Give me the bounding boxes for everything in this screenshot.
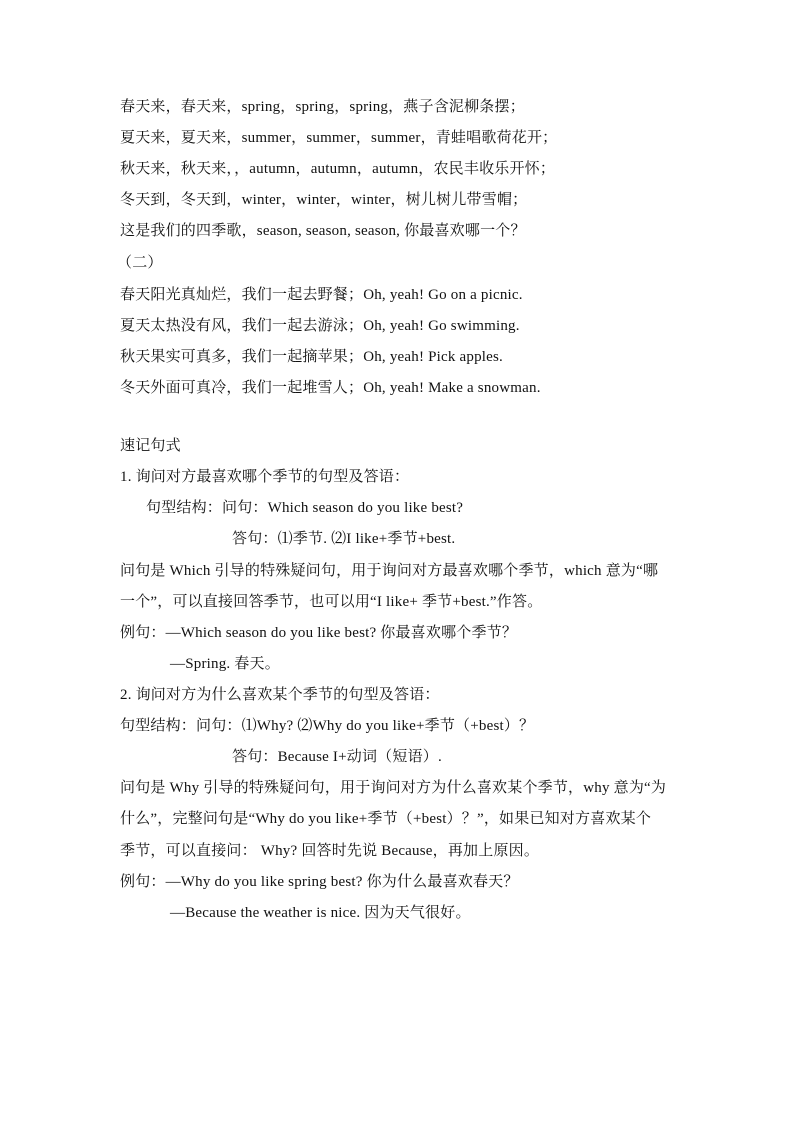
song2-line-summer: 夏天太热没有风，我们一起去游泳；Oh, yeah! Go swimming. [120, 318, 520, 334]
item2-example-answer: —Because the weather is nice. 因为天气很好。 [170, 905, 471, 921]
song-line-seasons: 这是我们的四季歌，season, season, season, 你最喜欢哪一个？ [120, 223, 526, 239]
song-line-autumn: 秋天来，秋天来，，autumn，autumn，autumn，农民丰收乐开怀； [120, 161, 556, 177]
item1-example-answer: —Spring. 春天。 [170, 656, 280, 672]
item2-structure: 句型结构：问句：⑴Why? ⑵Why do you like+季节（+best）？ [120, 718, 535, 734]
item1-example-question: 例句：—Which season do you like best? 你最喜欢哪个季节？ [120, 625, 518, 641]
song2-line-autumn: 秋天果实可真多，我们一起摘苹果；Oh, yeah! Pick apples. [120, 349, 503, 365]
song-line-summer: 夏天来，夏天来，summer，summer，summer，青蛙唱歌荷花开； [120, 130, 558, 146]
item2-example-question: 例句：—Why do you like spring best? 你为什么最喜欢春天？ [120, 874, 519, 890]
item1-answer: 答句：⑴季节. ⑵I like+季节+best. [232, 531, 456, 547]
item2-answer: 答句：Because I+动词（短语）. [232, 749, 442, 765]
item1-explain-line1: 问句是 Which 引导的特殊疑问句，用于询问对方最喜欢哪个季节，which 意为“哪 [120, 563, 659, 579]
song-part2-label: （二） [117, 255, 163, 271]
item1-title: 1. 询问对方最喜欢哪个季节的句型及答语： [120, 469, 410, 485]
song-line-spring: 春天来，春天来，spring，spring，spring，燕子含泥柳条摆； [120, 99, 525, 115]
item2-explain-line1: 问句是 Why 引导的特殊疑问句，用于询问对方为什么喜欢某个季节，why 意为“为 [120, 780, 667, 796]
memo-heading: 速记句式 [120, 438, 181, 454]
item2-title: 2. 询问对方为什么喜欢某个季节的句型及答语： [120, 687, 440, 703]
song2-line-spring: 春天阳光真灿烂，我们一起去野餐；Oh, yeah! Go on a picnic. [120, 287, 523, 303]
song2-line-winter: 冬天外面可真冷，我们一起堆雪人；Oh, yeah! Make a snowman. [120, 380, 541, 396]
item2-explain-line3: 季节，可以直接问： Why? 回答时先说 Because，再加上原因。 [120, 843, 540, 859]
song-line-winter: 冬天到，冬天到，winter，winter，winter，树儿树儿带雪帽； [120, 192, 528, 208]
item2-explain-line2: 什么”，完整问句是“Why do you like+季节（+best）？”，如果已知对方喜欢某个 [120, 811, 652, 827]
item1-structure: 句型结构：问句：Which season do you like best? [146, 500, 464, 516]
item1-explain-line2: 一个”，可以直接回答季节，也可以用“I like+ 季节+best.”作答。 [120, 594, 543, 610]
